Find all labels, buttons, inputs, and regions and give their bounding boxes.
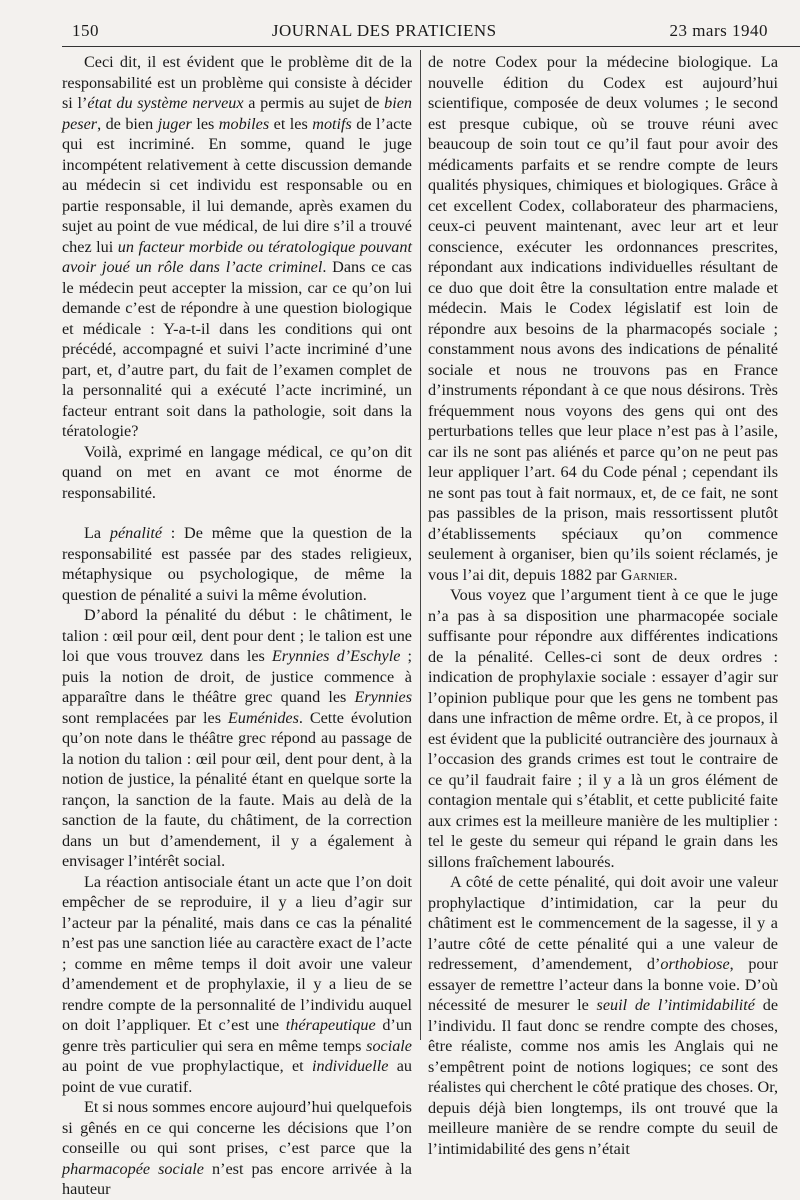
paragraph: Ceci dit, il est évident que le problème dit de la responsabilité est un problème qui consiste à décider si l’état du système nerveux a permis au sujet de bien peser, de bien juger les mobiles et les motifs de l’acte qui est incriminé. En somme, quand le juge incompétent relativement à cette discussion demande au médecin si cet individu est responsable ou en partie responsable, il lui demande, après examen du sujet au point de vue médical, de lui dire s’il a trouvé chez lui un facteur morbide ou tératologique pouvant avoir joué un rôle dans l’acte criminel. Dans ce cas le médecin peut accepter la mission, car ce qu’on lui demande c’est de répondre à une question biologique et médicale : Y-a-t-il dans les conditions qui ont précédé, accompagné et suivi l’acte incriminé d’une part, et, d’autre part, du fait de l’examen complet de la personnalité qui a exécuté l’acte incriminé, un facteur entrant soit dans la pathologie, soit dans la tératologie? <box>62 53 412 440</box>
paragraph: de notre Codex pour la médecine biologique. La nouvelle édition du Codex est aujourd’hui scientifique, composée de deux volumes ; le second est presque cubique, où se trouve réuni avec beaucoup de soin tout ce qu’il faut pour avoir des médicaments parfaits et se rendre compte de leurs qualités physiques, chimiques et biologiques. Grâce à cet excellent Codex, collaborateur des pharmaciens, ceux-ci peuvent maintenant, avec leur art et leur conscience, exécuter les ordonnances prescrites, répondant aux indications individuelles résultant de ce duo que doit être la consultation entre malade et médecin. Mais le Codex législatif est loin de répondre aux besoins de la pharmacopés sociale ; constamment nous avons des indications de pénalité sociale et nous ne trouvons pas en France d’instruments répondant à ce que nous désirons. Très fréquemment nous voyons des gens qui ont des perturbations telles que leur place n’est pas à l’asile, car ils ne sont pas aliénés et parce qu’on ne peut pas leur appliquer l’art. 64 du Code pénal ; cependant ils ne sont pas tout à fait normaux, et, de ce fait, ne sont pas passibles de la prison, mais ressortissent plutôt d’établissements spéciaux qu’on commence seulement à organiser, bien qu’ils soient réclamés, je vous l’ai dit, depuis 1882 par Garnier. <box>428 53 778 584</box>
paragraph: Vous voyez que l’argument tient à ce que le juge n’a pas à sa disposition une pharmacopée sociale suffisante pour répondre aux différentes indications de la pénalité. Celles-ci sont de deux ordres : indication de prophylaxie sociale : essayer d’agir sur l’opinion publique pour que les gens ne tombent pas dans une infraction de même ordre. Et, à ce propos, il est évident que la publicité outrancière des journaux à l’occasion des grands crimes est tout le contraire de ce qu’il faudrait faire ; il y a là un gros élément de contagion mentale qui s’établit, et cette publicité faite aux crimes est la meilleure manière de les multiplier : tel le geste du semeur qui répand le grain dans les sillons fraîchement labourés. <box>428 586 778 871</box>
journal-title: JOURNAL DES PRATICIENS <box>271 21 497 40</box>
header-rule <box>62 46 800 47</box>
paragraph: A côté de cette pénalité, qui doit avoir une valeur prophylactique d’intimidation, car la peur du châtiment est le commencement de la sagesse, il y a l’autre côté de cette pénalité qui a une valeur de redressement, d’amendement, d’orthobiose, pour essayer de remettre l’acteur dans la bonne voie. D’où nécessité de mesurer le seuil de l’intimidabilité de l’individu. Il faut donc se rendre compte des choses, être réaliste, comme nos amis les Anglais qui ne s’empêtrent point de notions logiques; ce sont des réalistes qui cherchent le côté pratique des choses. Or, depuis déjà bien longtemps, ils ont trouvé que la meilleure manière de se rendre compte du seuil de l’intimidabilité des gens n’était <box>428 873 779 1158</box>
paragraph: Voilà, exprimé en langage médical, ce qu’on dit quand on met en avant ce mot énorme de responsabilité. <box>62 442 412 502</box>
column-divider <box>420 50 421 1040</box>
issue-date: 23 mars 1940 <box>669 21 768 40</box>
right-column <box>428 52 778 1159</box>
running-header <box>72 18 768 44</box>
page-number: 150 <box>72 21 99 40</box>
paragraph: La réaction antisociale étant un acte que l’on doit empêcher de se reproduire, il y a lieu d’agir sur l’acteur par la pénalité, mais dans ce cas la pénalité n’est pas une sanction liée au caractère exact de l’acte ; comme en même temps il doit avoir une valeur d’amendement et de prophylaxie, il y a lieu de se rendre compte de la personnalité de l’individu auquel on doit l’appliquer. Et c’est une thérapeutique d’un genre très particulier qui sera en même temps sociale au point de vue prophylactique, et individuelle au point de vue curatif. <box>62 872 413 1096</box>
paragraph: Et si nous sommes encore aujourd’hui quelquefois si gênés en ce qui concerne les décisions que l’on conseille ou qui sont prises, c’est parce que la pharmacopée sociale n’est pas encore arrivée à la hauteur <box>62 1098 412 1198</box>
paragraph: La pénalité : De même que la question de la responsabilité est passée par des stades religieux, métaphysique ou psychologique, de même la question de pénalité a suivi la même évolution. <box>62 524 413 604</box>
left-column <box>62 52 412 1200</box>
paragraph: D’abord la pénalité du début : le châtiment, le talion : œil pour œil, dent pour dent ; le talion est une loi que vous trouvez dans les Erynnies d’Eschyle ; puis la notion de droit, de justice commence à apparaître dans le théâtre grec quand les Erynnies sont remplacées par les Euménides. Cette évolution qu’on note dans le théâtre grec répond au passage de la notion du talion : œil pour œil, dent pour dent, à la notion de justice, la pénalité étant en quelque sorte la rançon, la sanction de la faute. Mais au delà de la sanction de la faute, du châtiment, de la correction dans un but d’amendement, il y a également à envisager l’intérêt social. <box>62 606 413 870</box>
